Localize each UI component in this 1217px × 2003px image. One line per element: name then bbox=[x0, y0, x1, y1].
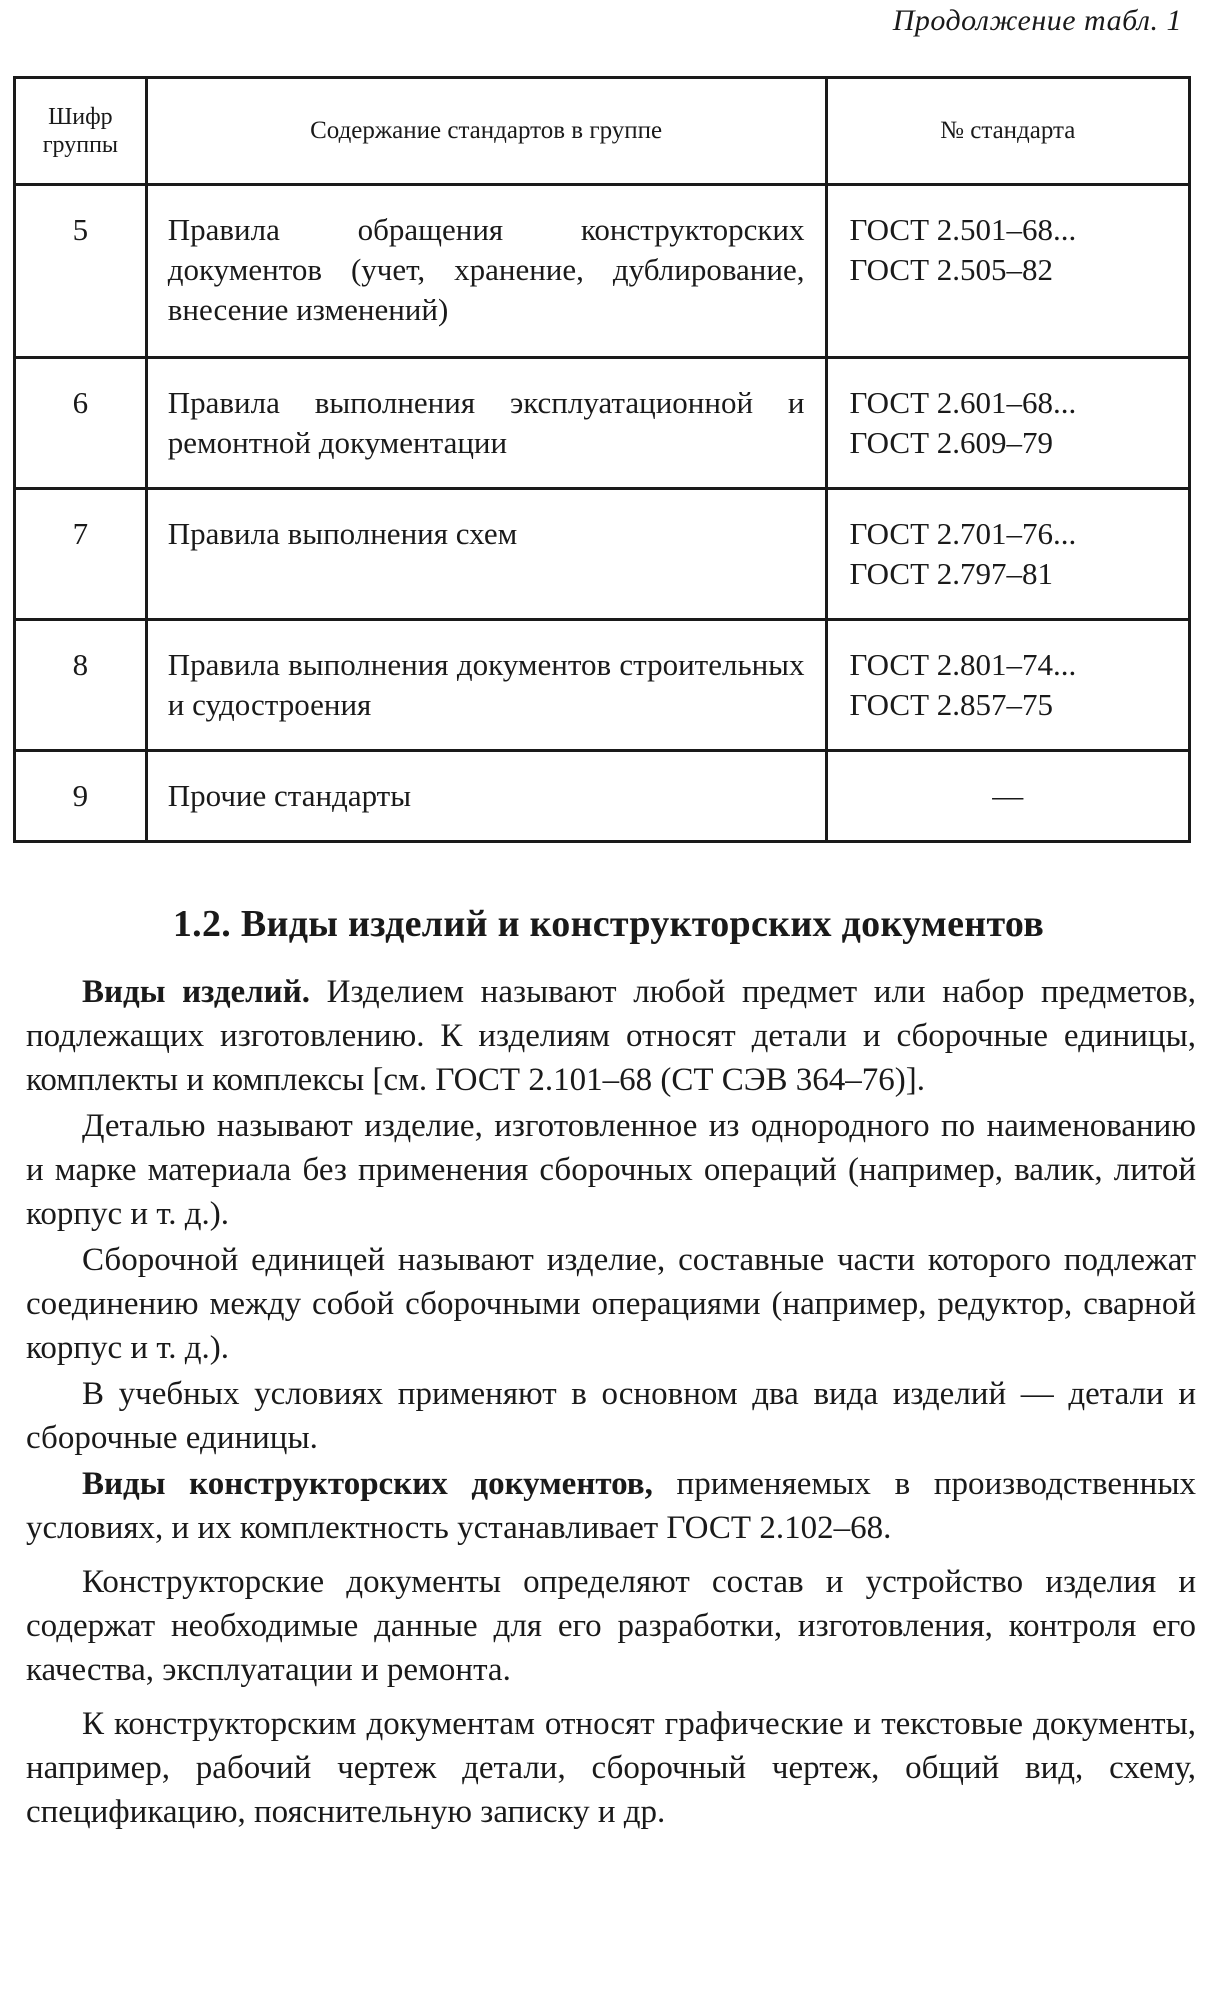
group-code-cell: 9 bbox=[15, 751, 147, 842]
gost-range-start: ГОСТ 2.701–76... bbox=[849, 516, 1077, 551]
gost-range-start: ГОСТ 2.501–68... bbox=[849, 212, 1077, 247]
table-continuation-label: Продолжение табл. 1 bbox=[892, 4, 1182, 37]
header-group-content: Содержание стандартов в группе bbox=[146, 78, 826, 185]
paragraph bbox=[26, 970, 1196, 1102]
standard-number-cell bbox=[826, 620, 1190, 751]
gost-range-end: ГОСТ 2.609–79 bbox=[849, 425, 1054, 460]
group-code-cell: 6 bbox=[15, 358, 147, 489]
gost-range-end: ГОСТ 2.505–82 bbox=[849, 252, 1054, 287]
table-row bbox=[15, 489, 1190, 620]
paragraph: Конструкторские документы определяют состав и устройство изделия и содержат необходимые данные для его разработки, изготовления, контроля его качества, эксплуатации и ремонта. bbox=[26, 1564, 1196, 1688]
table-header-row bbox=[15, 78, 1190, 185]
paragraph: Деталью называют изделие, изготовленное из однородного по наименованию и марке материала без применения сборочных операций (например, валик, литой корпус и т. д.). bbox=[26, 1108, 1196, 1232]
gost-range-start: ГОСТ 2.801–74... bbox=[849, 647, 1077, 682]
group-content-cell: Правила выполнения эксплуатационной и ремонтной документации bbox=[146, 358, 826, 489]
header-group-code: Шифр группы bbox=[15, 78, 147, 185]
paragraph: В учебных условиях применяют в основном два вида изделий — детали и сборочные единицы. bbox=[26, 1376, 1196, 1456]
group-code-cell: 5 bbox=[15, 185, 147, 358]
header-standard-number: № стандарта bbox=[826, 78, 1190, 185]
paragraph-text: Изделием называют любой предмет или набор предметов, подлежащих изготовлению. К изделиям относят детали и сборочные единицы, комплекты и комплексы [см. ГОСТ 2.101–68 (СТ СЭВ 364–76)]. bbox=[26, 974, 1196, 1098]
gost-range-start: ГОСТ 2.601–68... bbox=[849, 385, 1077, 420]
standard-number-cell bbox=[826, 489, 1190, 620]
section-heading: 1.2. Виды изделий и конструкторских документов bbox=[172, 902, 1045, 945]
paragraph-lead: Виды изделий. bbox=[82, 974, 310, 1010]
standard-number-cell bbox=[826, 358, 1190, 489]
paragraph: Сборочной единицей называют изделие, составные части которого подлежат соединению между собой сборочными операциями (например, редуктор, сварной корпус и т. д.). bbox=[26, 1242, 1196, 1366]
group-content-cell: Прочие стандарты bbox=[146, 751, 826, 842]
paragraph bbox=[26, 1462, 1196, 1550]
standards-table bbox=[13, 76, 1191, 843]
table-row bbox=[15, 751, 1190, 842]
table-row bbox=[15, 620, 1190, 751]
group-code-cell: 8 bbox=[15, 620, 147, 751]
group-content-cell: Правила выполнения схем bbox=[146, 489, 826, 620]
group-code-cell: 7 bbox=[15, 489, 147, 620]
paragraph: К конструкторским документам относят графические и текстовые документы, например, рабочий чертеж детали, сборочный чертеж, общий вид, схему, спецификацию, пояснительную записку и др. bbox=[26, 1706, 1196, 1830]
table-row bbox=[15, 358, 1190, 489]
gost-range-end: ГОСТ 2.857–75 bbox=[849, 687, 1054, 722]
group-content-cell: Правила обращения конструкторских документов (учет, хранение, дублирование, внесение изменений) bbox=[146, 185, 826, 358]
section-body bbox=[26, 970, 1196, 1836]
standard-number-cell: — bbox=[826, 751, 1190, 842]
paragraph-text: применяемых в производственных условиях, и их комплектность устанавливает ГОСТ 2.102–68. bbox=[26, 1466, 1196, 1546]
paragraph-lead: Виды конструкторских документов, bbox=[82, 1466, 653, 1502]
standard-number-cell bbox=[826, 185, 1190, 358]
gost-range-end: ГОСТ 2.797–81 bbox=[849, 556, 1054, 591]
group-content-cell: Правила выполнения документов строительных и судостроения bbox=[146, 620, 826, 751]
table-row bbox=[15, 185, 1190, 358]
